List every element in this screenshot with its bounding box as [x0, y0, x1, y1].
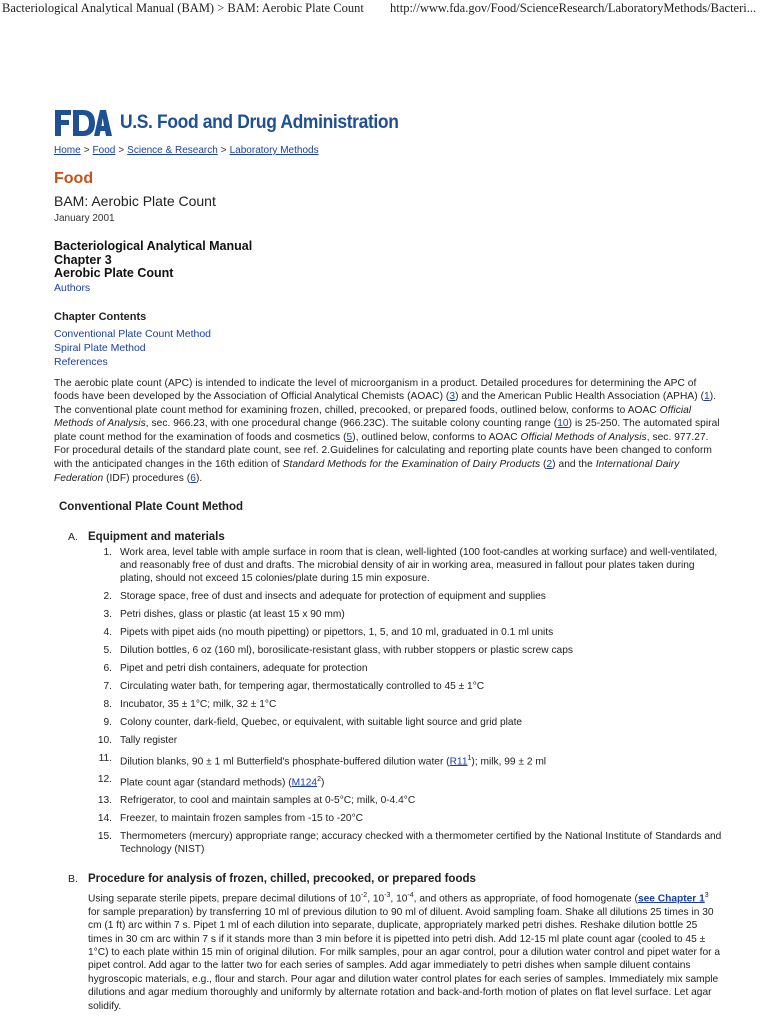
chapter-title: Aerobic Plate Count [54, 266, 174, 280]
ref-link[interactable]: 10 [557, 418, 569, 430]
equipment-list [54, 547, 722, 857]
list-item: 10. Tally register [97, 734, 178, 746]
list-item: 4. Pipets with pipet aids (no mouth pipetting) or pipettors, 1, 5, and 10 ml, graduated in 0.1 ml units [103, 626, 554, 638]
fda-logo-mark-icon [54, 109, 112, 137]
ref-link[interactable]: 1 [704, 391, 710, 403]
list-item: 14. Freezer, to maintain frozen samples from -15 to -20°C [97, 813, 364, 825]
subsection-heading-a: A. Equipment and materials [68, 531, 225, 544]
procedure-paragraph: Using separate sterile pipets, prepare decimal dilutions of $10^{-2}$, $10^{-3}$, $10^{-4}$, and others as appropriate, of food homogenate (see Chapter $1^3$ for sample preparation) by transferring 10 ml of previous dilution to 90 ml of diluent. Avoid sampling foam. Shake all dilutions 25 times in 30 cm (1 ft) arc within 7 s. Pipet 1 ml of each dilution into separate, duplicate, appropriately marked petri dishes. Reshake dilution bottle 25 times in 30 cm arc within 7 s if it stands more than 3 min before it is pipetted into petri dish. Add 12-15 ml plate count agar (cooled to 45 ± 1°C) to each plate within 15 min of original dilution. For milk samples, pour an agar control, pour a dilution water control and pipet water for a pipet control. Add agar to the latter two for each series of samples. Add agar immediately to petri dishes when sample diluent contains hygroscopic materials, e.g., flour and starch. Pour agar and dilution water control plates for each series of samples. Immediately mix sample dilutions and agar medium thoroughly and uniformly by alternate rotation and back-and-forth motion of plates on flat level surface. Let agar solidify. [88, 892, 721, 1012]
list-item: 2. Storage space, free of dust and insects and adequate for protection of equipment and supplies [103, 590, 546, 602]
method-heading: Conventional Plate Count Method [59, 501, 243, 514]
breadcrumb-science-research[interactable]: Science & Research [127, 145, 218, 156]
publication-date: January 2001 [54, 213, 115, 224]
medium-link-m124[interactable]: M124 [291, 777, 318, 789]
ref-link[interactable]: 2 [546, 459, 553, 471]
breadcrumb [54, 145, 319, 156]
print-header-title: Bacteriological Analytical Manual (BAM) > BAM: Aerobic Plate Count [2, 1, 364, 15]
list-item: 7. Circulating water bath, for tempering agar, thermostatically controlled to 45 ± 1°C [103, 680, 485, 692]
subsection-heading-b: B. Procedure for analysis of frozen, chilled, precooked, or prepared foods [68, 873, 476, 885]
list-item: 9. Colony counter, dark-field, Quebec, or equivalent, with suitable light source and grid plate [103, 716, 523, 728]
main-content [54, 168, 722, 1013]
toc-link-spiral[interactable]: Spiral Plate Method [54, 341, 146, 354]
intro-paragraph: The aerobic plate count (APC) is intended to indicate the level of microorganism in a product. Detailed procedures for determining the APC of foods have been developed by the Association of Official Analytical Chemists (AOAC) (3) and the American Public Health Association (APHA) (1). The conventional plate count method for examining frozen, chilled, precooked, or prepared foods, outlined below, conforms to AOAC Official Methods of Analysis, sec. 966.23, with one procedural change (966.23C). The suitable colony counting range (10) is 25-250. The automated spiral plate count method for the examination of foods and cosmetics (5), outlined below, conforms to AOAC Official Methods of Analysis, sec. 977.27. For procedural details of the standard plate count, see ref. 2.Guidelines for calculating and reporting plate counts have been changed to conform with the anticipated changes in the 16th edition of Standard Methods for the Examination of Dairy Products (2) and the International Dairy Federation (IDF) procedures (6). [54, 377, 720, 484]
list-item: 13. Refrigerator, to cool and maintain samples at 0-5°C; milk, 0-4.4°C [97, 795, 416, 807]
toc-link-conventional[interactable]: Conventional Plate Count Method [54, 327, 212, 340]
fda-logo[interactable] [54, 108, 423, 138]
manual-title-line: Bacteriological Analytical Manual [54, 239, 253, 253]
ref-link[interactable]: 6 [190, 472, 196, 484]
subsection-letter: B. [68, 873, 78, 885]
list-item: 1. Work area, level table with ample surface in room that is clean, well-lighted (100 foot-candles at working surface) and well-ventilated, and reasonably free of dust and drafts. The microbial density of air in working area, measured in fallout pour plates taken during plating, should not exceed 15 colonies/plate during 15 min exposure. [103, 547, 718, 584]
see-chapter-1-link[interactable]: see Chapter 1 [637, 893, 705, 905]
section-heading: Food [54, 170, 94, 187]
list-item: 15. Thermometers (mercury) appropriate range; accuracy checked with a thermometer certified by the National Institute of Standards and Technology (NIST) [97, 831, 722, 856]
manual-title [54, 240, 722, 281]
list-item: 8. Incubator, 35 ± 1°C; milk, 32 ± 1°C [103, 698, 277, 710]
authors-link[interactable]: Authors [54, 281, 91, 294]
print-header-url: http://www.fda.gov/Food/ScienceResearch/LaboratoryMethods/Bacteri... [390, 1, 757, 15]
breadcrumb-laboratory-methods[interactable]: Laboratory Methods [229, 145, 319, 156]
chapter-contents-heading: Chapter Contents [54, 310, 147, 323]
toc-link-references[interactable]: References [54, 355, 108, 368]
list-item: 3. Petri dishes, glass or plastic (at least 15 x 90 mm) [103, 608, 345, 620]
breadcrumb-separator: > [220, 145, 227, 156]
reagent-link-r11[interactable]: R11 [449, 756, 468, 768]
list-item: 11. Dilution blanks, 90 ± 1 ml Butterfield's phosphate-buffered dilution water $(R11^1)$; milk, 99 ± 2 ml [98, 752, 547, 768]
breadcrumb-separator: > [118, 145, 125, 156]
chapter-number: Chapter 3 [54, 252, 112, 267]
page-title: BAM: Aerobic Plate Count [54, 193, 216, 209]
list-item: 6. Pipet and petri dish containers, adequate for protection [103, 662, 368, 674]
breadcrumb-separator: > [83, 145, 90, 156]
print-header [0, 0, 768, 18]
list-item: 12. Plate count agar (standard methods) $(M124^2)$ [97, 774, 325, 789]
list-item: 5. Dilution bottles, 6 oz (160 ml), borosilicate-resistant glass, with rubber stoppers or plastic screw caps [103, 644, 573, 656]
agency-name: U.S. Food and Drug Administration [120, 112, 399, 133]
subsection-letter: A. [68, 531, 78, 544]
breadcrumb-home[interactable]: Home [54, 145, 81, 156]
breadcrumb-food[interactable]: Food [92, 145, 116, 156]
ref-link[interactable]: 3 [449, 391, 456, 403]
ref-link[interactable]: 5 [346, 431, 353, 443]
